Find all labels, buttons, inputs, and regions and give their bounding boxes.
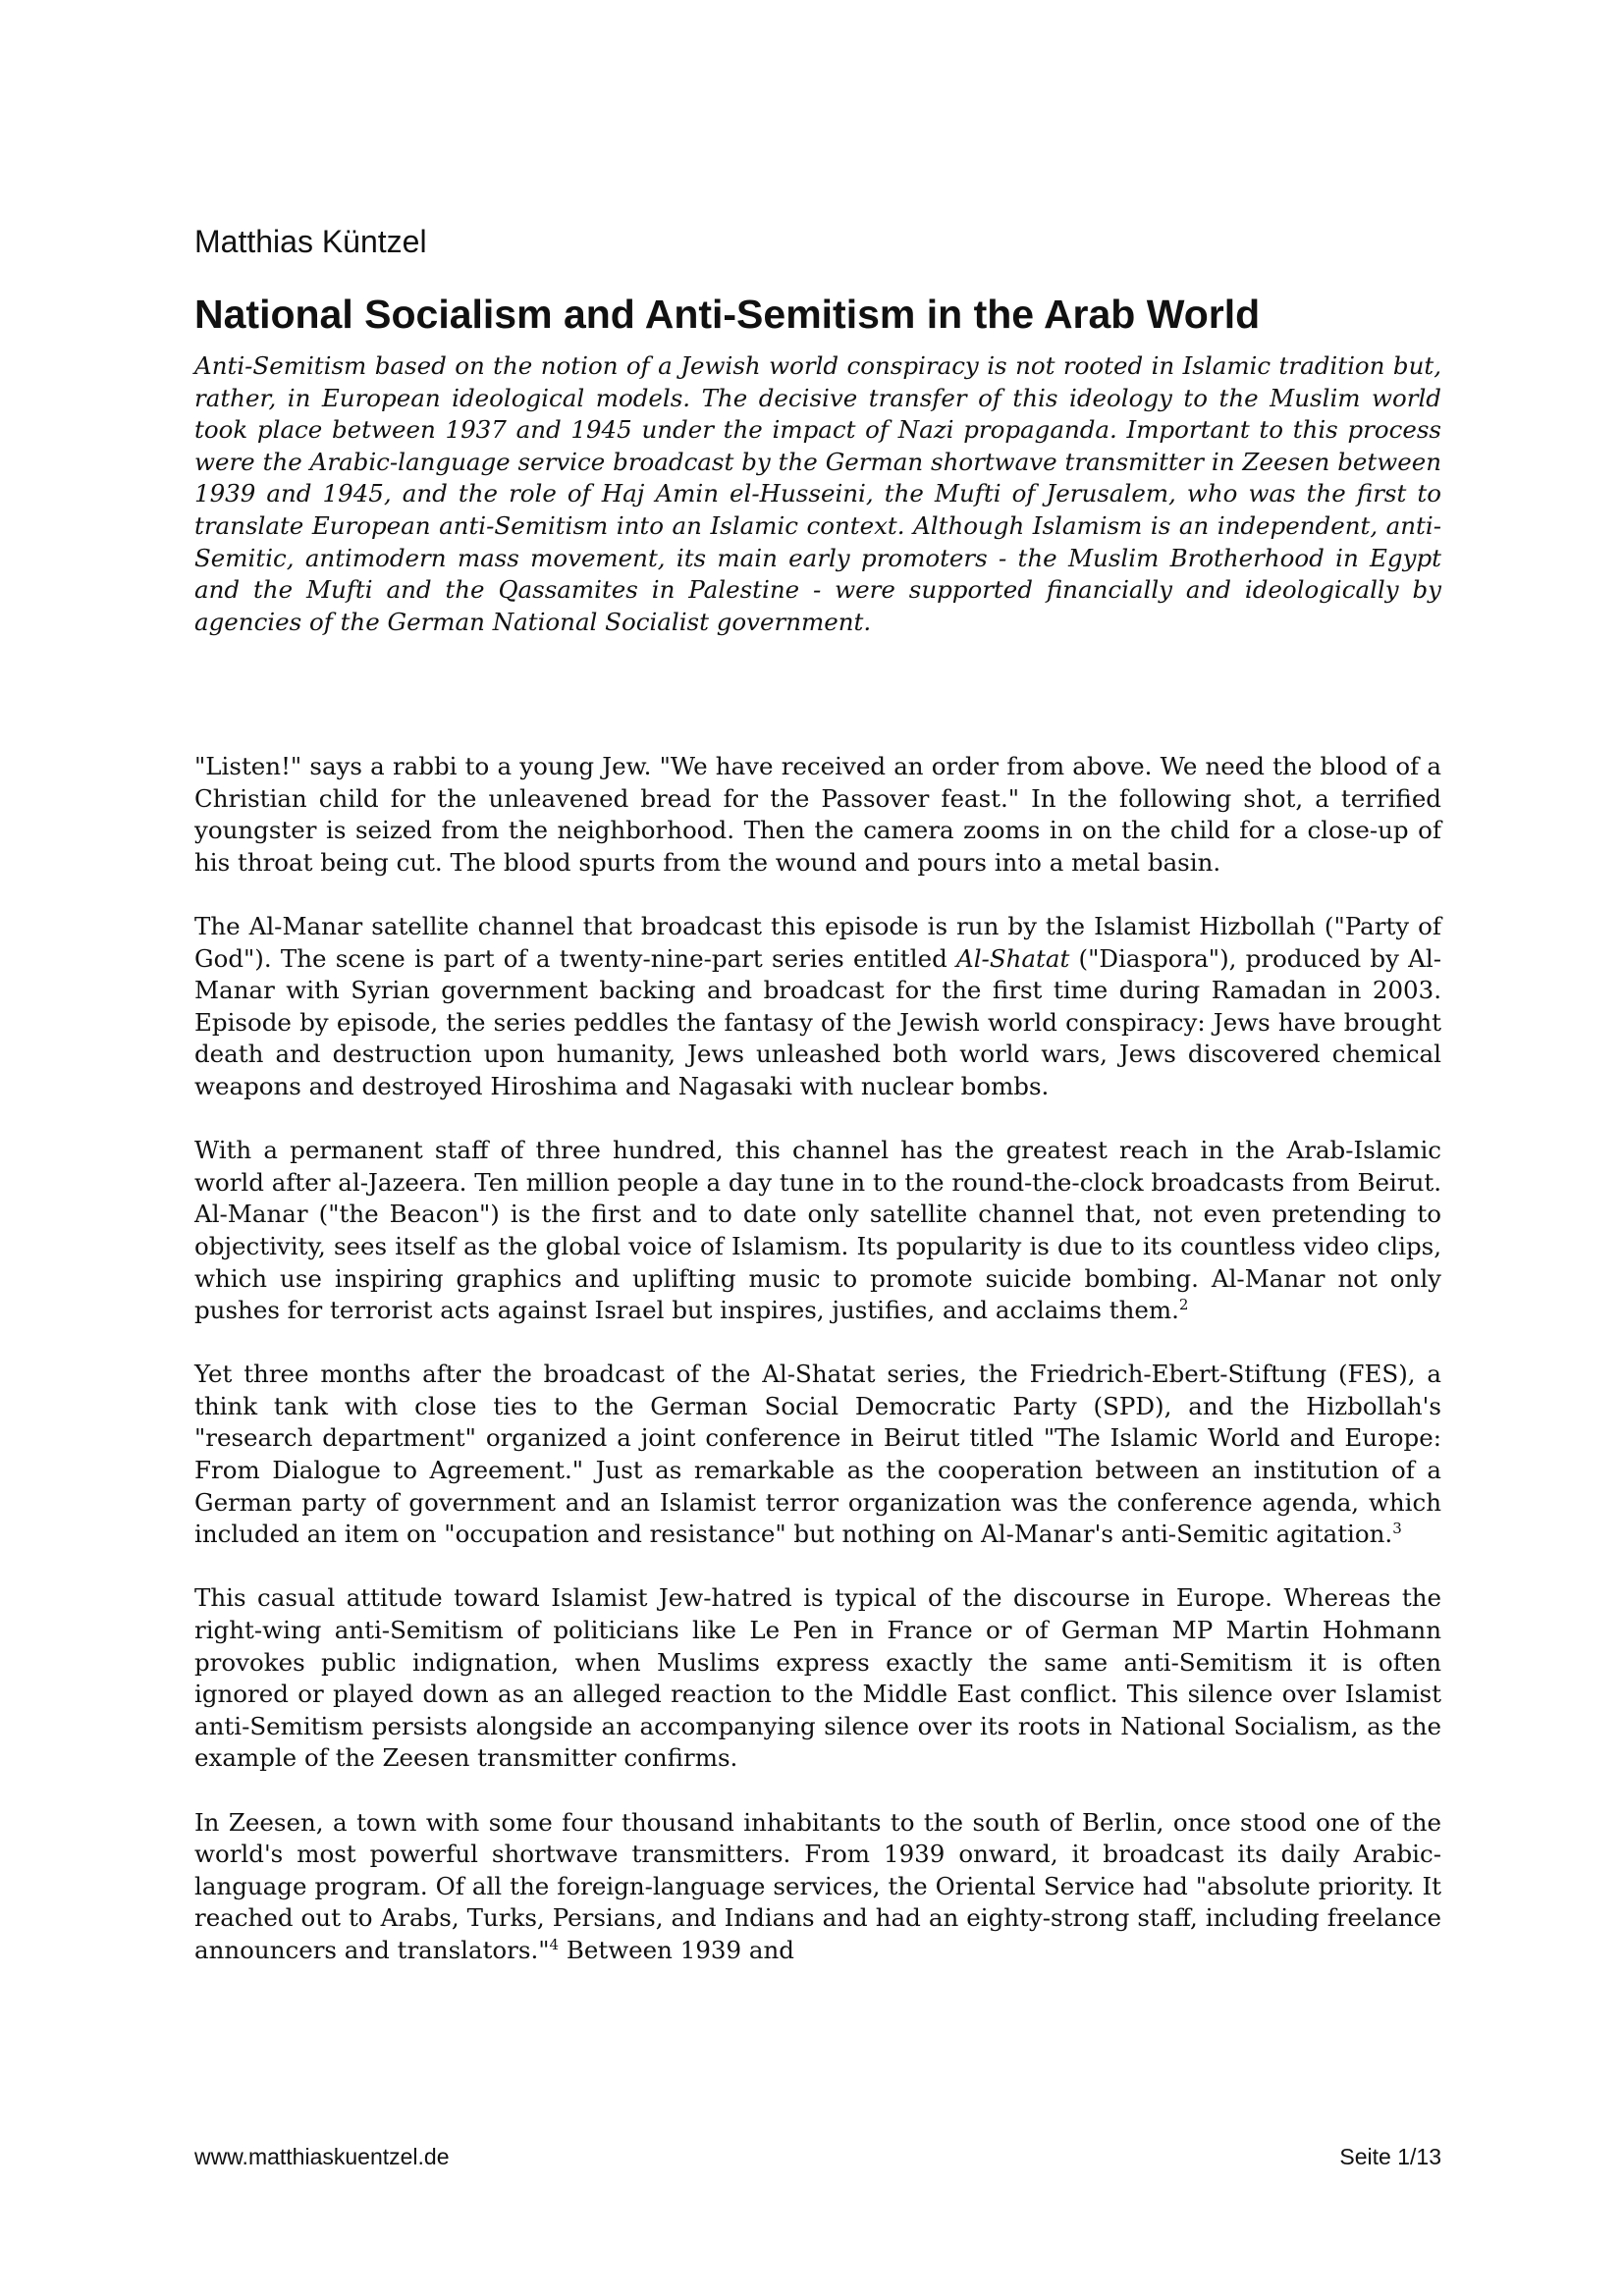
paragraph-1: "Listen!" says a rabbi to a young Jew. "We have received an order from above. We need the blood of a Christian child for the unleavened bread for the Passover feast." In the following shot, a terrified youngster is seized from the neighborhood. Then the camera zooms in on the child for a close-up of his throat being cut. The blood spurts from the wound and pours into a metal basin. <box>194 752 1441 877</box>
paragraph-6-text-b: Between 1939 and <box>559 1935 794 1964</box>
author-name: Matthias Küntzel <box>194 224 427 259</box>
paragraph-5: This casual attitude toward Islamist Jew-hatred is typical of the discourse in Europe. Whereas the right-wing anti-Semitism of politicians like Le Pen in France or of German MP Martin Hohmann provokes public indignation, when Muslims express exactly the same anti-Semitism it is often ignored or played down as an alleged reaction to the Middle East conflict. This silence over Islamist anti-Semitism persists alongside an accompanying silence over its roots in National Socialism, as the example of the Zeesen transmitter confirms. <box>194 1583 1441 1773</box>
footnote-ref-3: 3 <box>1392 1520 1402 1538</box>
paragraph-4 <box>194 1359 1441 1551</box>
paragraph-2-text-b: ("Diaspora"), produced by Al-Manar with Syrian government backing and broadcast for the first time during Ramadan in 2003. Episode by episode, the series peddles the fantasy of the Jewish world conspiracy: Jews have brought death and destruction upon humanity, Jews unleashed both world wars, Jews discovered chemical weapons and destroyed Hiroshima and Nagasaki with nuclear bombs. <box>194 943 1441 1100</box>
paragraph-2 <box>194 911 1441 1103</box>
article-title: National Socialism and Anti-Semitism in the Arab World <box>194 292 1261 337</box>
paragraph-2-text-a: The Al-Manar satellite channel that broadcast this episode is run by the Islamist Hizbollah ("Party of God"). The scene is part of a twenty-nine-part series entitled <box>194 911 1441 973</box>
series-title-italic: Al-Shatat <box>956 943 1070 973</box>
paragraph-3 <box>194 1135 1441 1327</box>
footer-page-number: Seite 1/13 <box>1339 2144 1441 2169</box>
paragraph-6-text-a: In Zeesen, a town with some four thousand inhabitants to the south of Berlin, once stood one of the world's most powerful shortwave transmitters. From 1939 onward, it broadcast its daily Arabic-language program. Of all the foreign-language services, the Oriental Service had "absolute priority. It reached out to Arabs, Turks, Persians, and Indians and had an eighty-strong staff, including freelance announcers and translators." <box>194 1807 1441 1964</box>
abstract: Anti-Semitism based on the notion of a Jewish world conspiracy is not rooted in Islamic tradition but, rather, in European ideological models. The decisive transfer of this ideology to the Muslim world took place between 1937 and 1945 under the impact of Nazi propaganda. Important to this process were the Arabic-language service broadcast by the German shortwave transmitter in Zeesen between 1939 and 1945, and the role of Haj Amin el-Husseini, the Mufti of Jerusalem, who was the first to translate European anti-Semitism into an Islamic context. Although Islamism is an independent, anti-Semitic, antimodern mass movement, its main early promoters - the Muslim Brotherhood in Egypt and the Mufti and the Qassamites in Palestine - were supported financially and ideologically by agencies of the German National Socialist government. <box>194 351 1441 636</box>
footnote-ref-2: 2 <box>1178 1295 1189 1313</box>
footer-website: www.matthiaskuentzel.de <box>194 2144 450 2169</box>
footnote-ref-4: 4 <box>549 1935 560 1953</box>
article-body <box>194 751 1441 1999</box>
paragraph-6 <box>194 1807 1441 1967</box>
paragraph-3-text: With a permanent staff of three hundred, this channel has the greatest reach in the Arab-Islamic world after al-Jazeera. Ten million people a day tune in to the round-the-clock broadcasts from Beirut. Al-Manar ("the Beacon") is the first and to date only satellite channel that, not even pretending to objectivity, sees itself as the global voice of Islamism. Its popularity is due to its countless video clips, which use inspiring graphics and uplifting music to promote suicide bombing. Al-Manar not only pushes for terrorist acts against Israel but inspires, justifies, and acclaims them. <box>194 1136 1441 1325</box>
paragraph-4-text: Yet three months after the broadcast of the Al-Shatat series, the Friedrich-Ebert-Stiftung (FES), a think tank with close ties to the German Social Democratic Party (SPD), and the Hizbollah's "research department" organized a joint conference in Beirut titled "The Islamic World and Europe: From Dialogue to Agreement." Just as remarkable as the cooperation between an institution of a German party of government and an Islamist terror organization was the conference agenda, which included an item on "occupation and resistance" but nothing on Al-Manar's anti-Semitic agitation. <box>194 1360 1441 1549</box>
